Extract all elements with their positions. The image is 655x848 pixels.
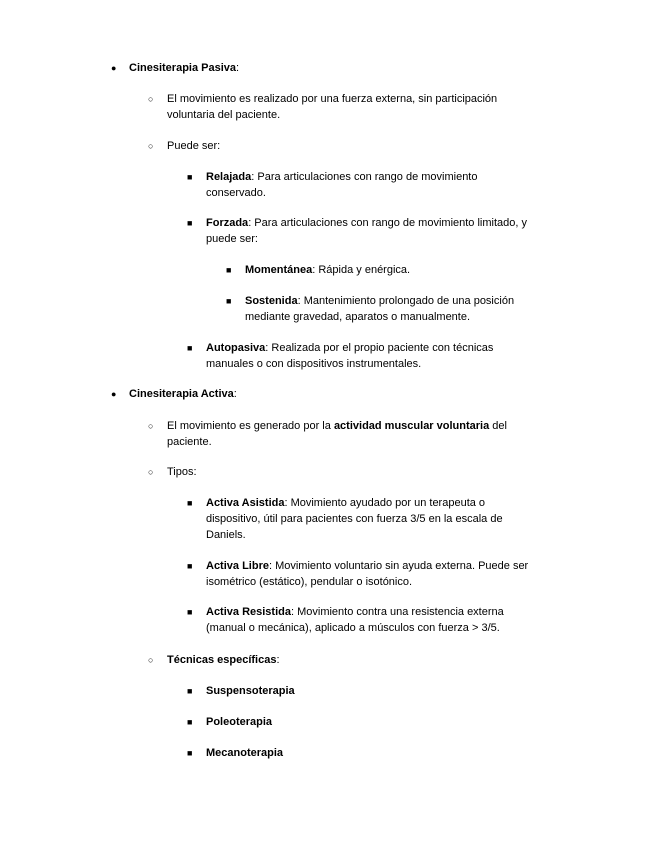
list-item-pasiva-desc	[148, 91, 537, 123]
list-item-activa-desc: ○ El movimiento es generado por la actividad muscular voluntaria del paciente.	[148, 420, 507, 448]
term-tecnicas: Técnicas específicas	[167, 654, 277, 666]
bullet-square: ■	[187, 172, 193, 182]
list-item-momentanea: ■ Momentánea: Rápida y enérgica.	[226, 264, 411, 276]
list-item-forzada: ■ Forzada: Para articulaciones con rango de movimiento limitado, y puede ser:	[187, 217, 527, 245]
bullet-square: ■	[226, 296, 232, 306]
list-item-activa: ● Cinesiterapia Activa:	[111, 388, 237, 400]
list-item-relajada: ■ Relajada: Para articulaciones con rango de movimiento conservado.	[187, 171, 478, 199]
list-item-libre: ■ Activa Libre: Movimiento voluntario sin ayuda externa. Puede ser isométrico (estático), pendular o isotónico.	[187, 560, 529, 588]
term-poleoterapia: Poleoterapia	[206, 716, 273, 728]
bullet-square: ■	[226, 265, 232, 275]
list-item-mecanoterapia	[187, 745, 506, 761]
term-libre: Activa Libre	[206, 560, 269, 572]
bullet-circle: ○	[148, 421, 154, 431]
bullet-square: ■	[187, 748, 193, 758]
list-item-tipos	[148, 464, 537, 480]
list-item-suspensoterapia	[187, 683, 506, 699]
term-mecanoterapia: Mecanoterapia	[206, 747, 284, 759]
term-relajada: Relajada	[206, 171, 252, 183]
bullet-square: ■	[187, 561, 193, 571]
puede-ser: Puede ser:	[167, 140, 221, 152]
term-suspensoterapia: Suspensoterapia	[206, 685, 295, 697]
term-momentanea: Momentánea	[245, 264, 313, 276]
tipos: Tipos:	[167, 466, 197, 478]
bullet-circle: ○	[148, 655, 154, 665]
bullet-square: ■	[187, 717, 193, 727]
list-item-autopasiva: ■ Autopasiva: Realizada por el propio paciente con técnicas manuales o con dispositivos instrumentales.	[187, 342, 494, 370]
term-actividad-muscular: actividad muscular voluntaria	[333, 420, 490, 432]
list-item-tecnicas: ○ Técnicas específicas:	[148, 654, 280, 666]
term-resistida: Activa Resistida	[206, 606, 291, 618]
bullet-square: ■	[187, 498, 193, 508]
list-item-asistida: ■ Activa Asistida: Movimiento ayudado por un terapeuta o dispositivo, útil para pacientes con fuerza 3/5 en la escala de Daniels.	[187, 497, 503, 541]
list-item-poleoterapia	[187, 714, 506, 730]
pasiva-desc: El movimiento es realizado por una fuerza externa, sin participación voluntaria del paciente.	[167, 93, 498, 121]
term-asistida: Activa Asistida	[206, 497, 285, 509]
bullet-square: ■	[187, 686, 193, 696]
list-item-pasiva: ● Cinesiterapia Pasiva:	[111, 62, 240, 74]
term-sostenida: Sostenida	[245, 295, 298, 307]
bullet-disc: ●	[111, 63, 117, 73]
bullet-square: ■	[187, 343, 193, 353]
heading-activa: Cinesiterapia Activa	[129, 388, 234, 400]
bullet-circle: ○	[148, 94, 154, 104]
term-autopasiva: Autopasiva	[206, 342, 266, 354]
term-forzada: Forzada	[206, 217, 249, 229]
bullet-square: ■	[187, 607, 193, 617]
bullet-circle: ○	[148, 141, 154, 151]
bullet-disc: ●	[111, 389, 117, 399]
list-item-resistida: ■ Activa Resistida: Movimiento contra una resistencia externa (manual o mecánica), aplicado a músculos con fuerza > 3/5.	[187, 606, 504, 634]
heading-pasiva: Cinesiterapia Pasiva	[129, 62, 237, 74]
list-item-puede-ser	[148, 138, 537, 154]
bullet-square: ■	[187, 218, 193, 228]
list-item-sostenida: ■ Sostenida: Mantenimiento prolongado de una posición mediante gravedad, aparatos o manualmente.	[226, 295, 515, 323]
bullet-circle: ○	[148, 467, 154, 477]
